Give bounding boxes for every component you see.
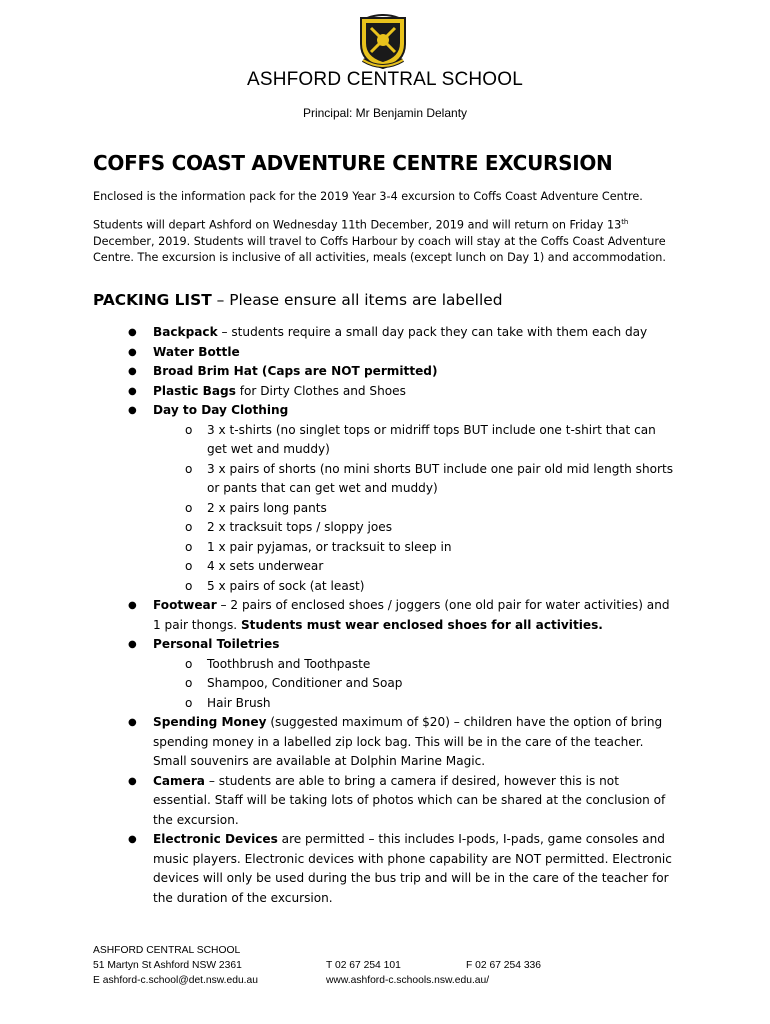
principal-name: Principal: Mr Benjamin Delanty bbox=[302, 106, 468, 120]
sub-list-item: o Toothbrush and Toothpaste bbox=[0, 655, 770, 675]
school-name: ASHFORD CENTRAL SCHOOL bbox=[246, 69, 524, 90]
sub-bullet-icon: o bbox=[185, 695, 193, 710]
footer-email: E ashford-c.school@det.nsw.edu.au bbox=[93, 975, 259, 987]
bullet-icon: ● bbox=[128, 717, 137, 728]
sub-list-item: o 4 x sets underwear bbox=[0, 557, 770, 577]
sub-list-item: o 2 x tracksuit tops / sloppy joes bbox=[0, 518, 770, 538]
list-item-backpack: ● Backpack – students require a small day pack they can take with them each day bbox=[0, 323, 770, 343]
sub-bullet-icon: o bbox=[185, 559, 193, 573]
list-item-camera: ● Camera – students are able to bring a camera if desired, however this is not essential. Staff will be taking lots of photos which can be shared at the conclusion of the excursion. bbox=[128, 773, 666, 827]
bullet-icon: ● bbox=[128, 327, 137, 338]
bullet-icon: ● bbox=[128, 366, 137, 377]
sub-bullet-icon: o bbox=[185, 461, 193, 476]
footer-school-name: ASHFORD CENTRAL SCHOOL bbox=[93, 945, 241, 956]
sub-bullet-icon: o bbox=[185, 539, 193, 554]
bullet-icon: ● bbox=[128, 385, 137, 397]
document-title: COFFS COAST ADVENTURE CENTRE EXCURSION bbox=[93, 151, 613, 175]
bullet-icon: ● bbox=[128, 639, 137, 650]
footer-fax: F 02 67 254 336 bbox=[466, 960, 541, 972]
list-item-plastic-bags: ● Plastic Bags for Dirty Clothes and Shoes bbox=[0, 382, 770, 402]
sub-bullet-icon: o bbox=[185, 500, 193, 515]
list-item-electronic-devices: ● Electronic Devices are permitted – this includes I-pods, I-pads, game consoles and music players. Electronic devices with phone capability are NOT permitted. Electronic devices will only be used during the bus trip and will be in the care of the teacher for the duration of the excursion. bbox=[128, 832, 672, 905]
sub-list-item: o 3 x t-shirts (no singlet tops or midriff tops BUT include one t-shirt that can get wet and muddy) bbox=[185, 422, 656, 456]
sub-bullet-icon: o bbox=[185, 676, 193, 690]
sub-bullet-icon: o bbox=[185, 578, 193, 593]
bullet-icon: ● bbox=[128, 834, 137, 845]
intro-paragraph: Enclosed is the information pack for the 2019 Year 3-4 excursion to Coffs Coast Adventure Centre. bbox=[93, 190, 643, 203]
bullet-icon: ● bbox=[128, 600, 137, 611]
packing-list-heading: PACKING LIST – Please ensure all items are labelled bbox=[93, 291, 503, 309]
list-item-hat: ● Broad Brim Hat (Caps are NOT permitted) bbox=[0, 362, 770, 382]
bullet-icon: ● bbox=[128, 346, 137, 358]
footer-website: www.ashford-c.schools.nsw.edu.au/ bbox=[326, 975, 490, 987]
sub-list-item: o 1 x pair pyjamas, or tracksuit to sleep in bbox=[0, 538, 770, 558]
list-item-toiletries: ● Personal Toiletries bbox=[0, 635, 770, 655]
list-item-water-bottle: ● Water Bottle bbox=[0, 343, 770, 363]
sub-list-item: o 3 x pairs of shorts (no mini shorts BUT include one pair old mid length shorts or pants that can get wet and muddy) bbox=[185, 461, 674, 495]
school-crest-icon bbox=[357, 14, 409, 70]
packing-list bbox=[0, 323, 770, 908]
sub-bullet-icon: o bbox=[185, 422, 193, 437]
footer-phone: T 02 67 254 101 bbox=[326, 960, 401, 972]
list-item-spending-money: ● Spending Money (suggested maximum of $20) – children have the option of bring spending money in a labelled zip lock bag. This will be in the care of the teacher. Small souvenirs are available at Dolphin Marine Magic. bbox=[128, 715, 663, 768]
sub-bullet-icon: o bbox=[185, 656, 193, 671]
sub-list-item: o Hair Brush bbox=[0, 694, 770, 714]
sub-list-item: o 2 x pairs long pants bbox=[0, 499, 770, 519]
bullet-icon: ● bbox=[128, 775, 137, 787]
sub-bullet-icon: o bbox=[185, 520, 193, 534]
sub-list-item: o 5 x pairs of sock (at least) bbox=[0, 577, 770, 597]
list-item-clothing: ● Day to Day Clothing bbox=[0, 401, 770, 421]
footer-address: 51 Martyn St Ashford NSW 2361 bbox=[93, 960, 242, 972]
details-paragraph: Students will depart Ashford on Wednesday 11th December, 2019 and will return on Friday 13th December, 2019. Students will travel to Coffs Harbour by coach will stay at the Coffs Coast Adventure Centre. The excursion is inclusive of all activities, meals (except lunch on Day 1) and accommodation. bbox=[93, 218, 666, 265]
sub-list-item: o Shampoo, Conditioner and Soap bbox=[0, 674, 770, 694]
bullet-icon: ● bbox=[128, 405, 137, 416]
list-item-footwear: ● Footwear – 2 pairs of enclosed shoes / joggers (one old pair for water activities) and 1 pair thongs. Students must wear enclosed shoes for all activities. bbox=[128, 598, 670, 632]
